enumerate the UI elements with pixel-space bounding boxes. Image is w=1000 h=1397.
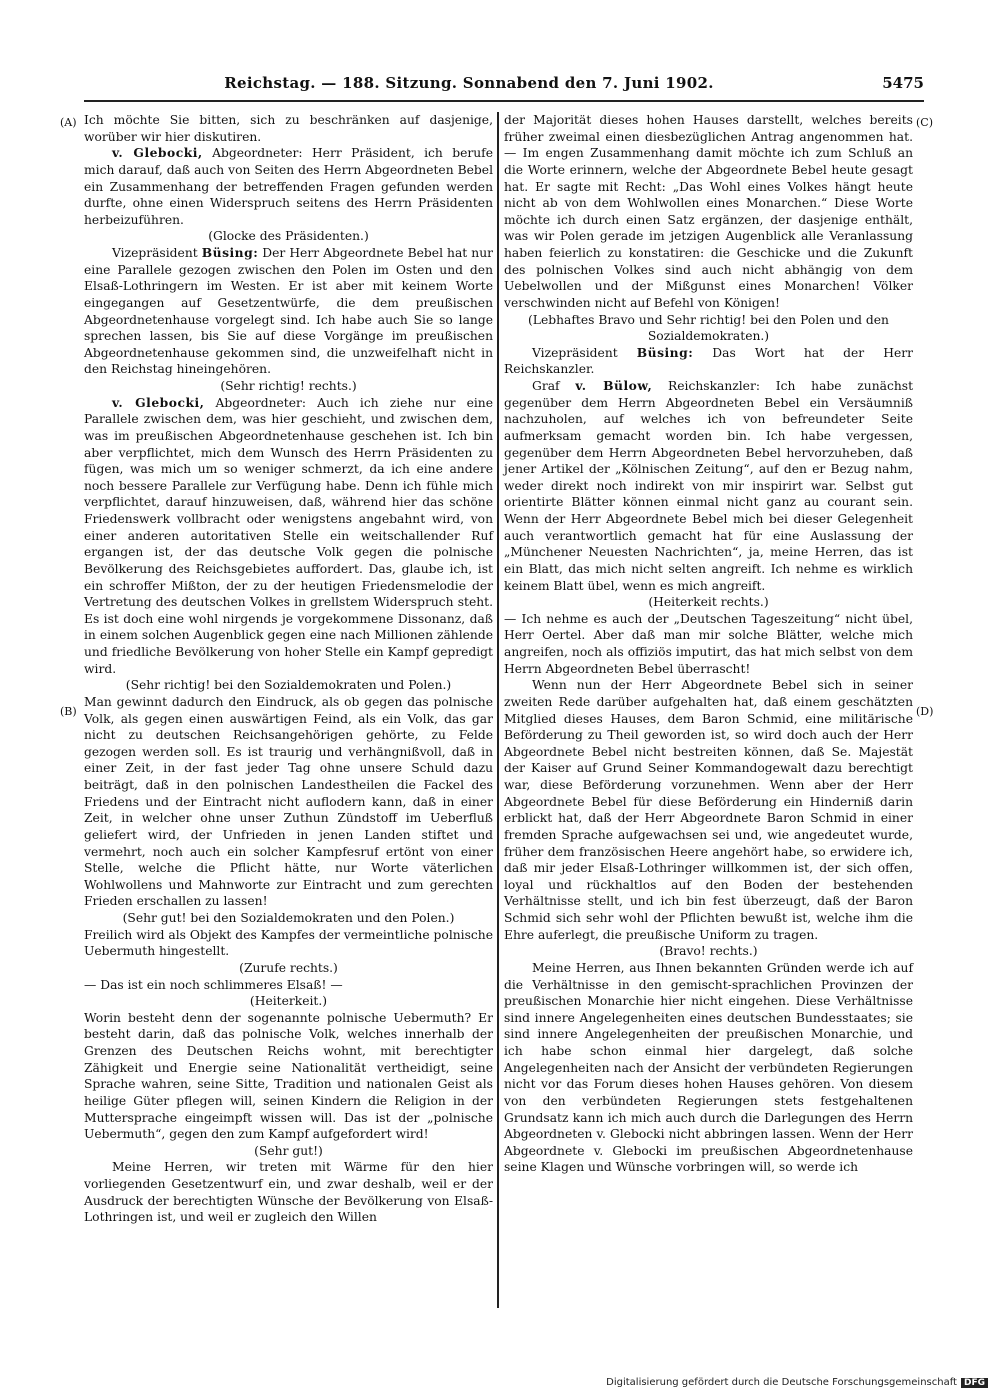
speech-paragraph: Graf v. Bülow, Reichskanzler: Ich habe zunächst gegenüber dem Herrn Abgeordneten Bebel ein Versäumniß nachzuholen, auf welches ich von befreundeter Seite aufmerksam gemacht worden bin. Ich habe vergessen, gegenüber dem Herrn Abgeordneten Bebel hervorzuheben, daß jener Artikel der „Kölnischen Zeitung“, auf den er Bezug nahm, weder direkt noch indirekt von mir inspirirt war. Selbst gut orientirte Blätter können einmal nicht ganz au courant sein. Wenn der Herr Abgeordnete Bebel mich bei dieser Gelegenheit auch verantwortlich gemacht hat für eine Auslassung der „Münchener Neuesten Nachrichten“, ja, meine Herren, das ist ein Blatt, das mich nicht selten angreift. Ich nehme es wirklich keinem Blatt übel, wenn es mich angreift. xyxy=(504,378,914,593)
speech-paragraph: v. Glebocki, Abgeordneter: Auch ich ziehe nur eine Parallele zwischen dem, was hier geschieht, und zwischen dem, was im preußischen Abgeordnetenhause geschehen ist. Ich bin aber verpflichtet, mich dem Wunsch des Herrn Präsidenten zu fügen, was mich um so weniger schmerzt, da ich eine andere noch bessere Parallele zur Verfügung habe. Denn ich fühle mich verpflichtet, darauf hinzuweisen, daß, während hier das schöne Friedenswerk vollbracht oder wenigstens angebahnt wird, von einer anderen autoritativen Stelle ein weitschallender Ruf ergangen ist, der das deutsche Volk gegen die polnische Bevölkerung des Reichsgebietes auffordert. Das, glaube ich, ist ein schroffer Mißton, der zu der heutigen Friedensmelodie der Vertretung des deutschen Volkes in grellstem Widerspruch steht. Es ist doch eine wohl nirgends je vorgekommene Dissonanz, daß in einem solchen Augenblick gegen eine nach Millionen zählende und friedliche Bevölkerung von hoher Stelle ein Kampf gepredigt wird. xyxy=(84,394,493,676)
speaker-name: Büsing: xyxy=(636,344,694,360)
paragraph: Meine Herren, wir treten mit Wärme für den hier vorliegenden Gesetzentwurf ein, und zwar deshalb, weil er der Ausdruck der berechtigten Wünsche der Bevölkerung von Elsaß-Lothringen ist, und weil er zugleich den Willen xyxy=(84,1160,493,1225)
speaker-name: v. Glebocki, xyxy=(112,394,205,410)
interjection: (Sehr gut! bei den Sozialdemokraten und den Polen.) xyxy=(122,911,455,925)
margin-marker-d: (D) xyxy=(916,705,934,718)
digitization-credit xyxy=(606,1377,988,1388)
interjection: (Glocke des Präsidenten.) xyxy=(208,229,369,244)
page-number: 5475 xyxy=(882,74,924,92)
paragraph: — Das ist ein noch schlimmeres Elsaß! — xyxy=(84,977,343,992)
interjection: (Sehr gut!) xyxy=(254,1143,323,1158)
paragraph: Worin besteht denn der sogenannte polnische Uebermuth? Er besteht darin, daß das polnische Volk, welches innerhalb der Grenzen des Deutschen Reichs wohnt, mit berechtigter Zähigkeit und Energie seine Nationalität vertheidigt, seine Sprache wahren, seine Sitte, Tradition und nationalen Geist als heilige Güter pflegen will, seinen Kindern die Religion in der Muttersprache eingeimpft wissen will. Das ist der „polnische Uebermuth“, gegen den zum Kampf aufgefordert wird! xyxy=(84,1010,493,1142)
interjection: (Sehr richtig! rechts.) xyxy=(220,379,357,393)
right-column xyxy=(504,112,913,1176)
interjection: (Zurufe rechts.) xyxy=(239,960,338,975)
interjection: (Bravo! rechts.) xyxy=(659,944,758,959)
speaker-name: v. Bülow, xyxy=(575,378,653,393)
interjection: (Heiterkeit.) xyxy=(249,994,328,1009)
paragraph: Freilich wird als Objekt des Kampfes der vermeintliche polnische Uebermuth hingestellt. xyxy=(84,927,493,959)
margin-marker-a: (A) xyxy=(60,116,77,129)
paragraph: Meine Herren, aus Ihnen bekannten Gründen werde ich auf die Verhältnisse in den gemischt-sprachlichen Provinzen der preußischen Monarchie hier nicht eingehen. Diese Verhältnisse sind innere Angelegenheiten eines deutschen Bundesstaates; sie sind innere Angelegenheiten der preußischen Monarchie, und ich habe schon einmal hier dargelegt, daß solche Angelegenheiten nach der Ansicht der verbündeten Regierungen nicht vor das Forum dieses hohen Hauses gehören. Von diesem von den verbündeten Regierungen stets festgehaltenen Grundsatz kann ich mich auch durch die Darlegungen des Herrn Abgeordneten v. Glebocki nicht abbringen lassen. Wenn der Herr Abgeordnete v. Glebocki im preußischen Abgeordnetenhause seine Klagen und Wünsche vorbringen will, so werde ich xyxy=(504,960,913,1175)
interjection: (Sehr richtig! bei den Sozialdemokraten und Polen.) xyxy=(125,678,452,693)
paragraph: der Majorität dieses hohen Hauses darstellt, welches bereits früher zweimal einen diesbezüglichen Antrag angenommen hat. — Im engen Zusammenhang damit möchte ich zum Schluß an die Worte erinnern, welche der Abgeordnete Bebel heute gesagt hat. Er sagte mit Recht: „Das Wohl eines Volkes hängt heute nicht ab von dem Wohlwollen eines Monarchen.“ Diese Worte möchte ich durch einen Satz ergänzen, der dasjenige enthält, was wir Polen gerade im jetzigen Augenblick alle Veranlassung haben feierlich zu konstatiren: die Geschicke und die Zukunft des polnischen Volkes sind auch nicht abhängig von dem Uebelwollen und der Mißgunst eines Monarchen! Völker verschwinden nicht auf Befehl von Königen! xyxy=(504,113,913,310)
paragraph: Wenn nun der Herr Abgeordnete Bebel sich in seiner zweiten Rede darüber aufgehalten hat, daß einem geschätzten Mitglied dieses Hauses, dem Baron Schmid, eine militärische Beförderung zu Theil geworden ist, so wird doch auch der Herr Abgeordnete Bebel nicht bestreiten können, daß Se. Majestät der Kaiser auf Grund Seiner Kommandogewalt dazu berechtigt war, diese Beförderung vorzunehmen. Wenn aber der Herr Abgeordnete Bebel für diese Beförderung ein Hinderniß darin erblickt hat, daß der Herr Abgeordnete Baron Schmid in einer fremden Sprache aufgewachsen sei und, wie angedeutet wurde, früher dem französischen Heere angehört habe, so erwidere ich, daß mir jeder Elsaß-Lothringer willkommen ist, der sich offen, loyal und rückhaltlos auf den Boden der bestehenden Verhältnisse stellt, und ich bin fest überzeugt, daß der Baron Schmid sich sehr wohl der Pflichten bewußt ist, welche ihm die Ehre auferlegt, die preußische Uniform zu tragen. xyxy=(504,678,913,942)
speaker-name: v. Glebocki, xyxy=(112,145,203,161)
speech-paragraph: v. Glebocki, Abgeordneter: Herr Präsident, ich berufe mich darauf, daß auch von Seiten des Herrn Abgeordneten Bebel ein Zusammenhang der betreffenden Fragen gefunden werden durfte, ohne einen Widerspruch seitens des Herrn Präsidenten herbeizuführen. xyxy=(84,145,493,227)
left-column xyxy=(84,112,493,1226)
speaker-name: Büsing: xyxy=(201,245,259,260)
speech-paragraph: Vizepräsident Büsing: Das Wort hat der Herr Reichskanzler. xyxy=(504,344,913,377)
paragraph: Man gewinnt dadurch den Eindruck, als ob gegen das polnische Volk, als gegen einen auswärtigen Feind, als ein Volk, das gar nicht zu deutschen Reichsangehörigen gehörte, zu Felde gezogen werden soll. Es ist traurig und verhängnißvoll, daß in einer Zeit, in der fast jeder Tag ohne unsere Schuld dazu beiträgt, daß in den polnischen Landestheilen die Fackel des Friedens und der Eintracht nicht auflodern kann, daß in einer Zeit, in welcher ohne unser Zuthun Zündstoff im Ueberfluß geliefert wird, der Unfrieden in jenen Landen stiftet und vermehrt, noch auch ein solcher Kampfesruf ertönt von einer Stelle, welche die Pflicht hätte, nur Worte väterlichen Wohlwollens und Mahnworte zur Eintracht und zum gerechten Frieden erschallen zu lassen! xyxy=(84,694,493,909)
page-header xyxy=(84,74,924,102)
credit-text: Digitalisierung gefördert durch die Deutsche Forschungsgemeinschaft xyxy=(606,1377,957,1388)
speech-paragraph: Vizepräsident Büsing: Der Herr Abgeordnete Bebel hat nur eine Parallele gezogen zwischen den Polen im Osten und den Elsaß-Lothringern im Westen. Er ist aber mit keinem Worte eingegangen auf Gesetzentwürfe, die dem preußischen Abgeordnetenhause vorgelegt sind. Ich habe auch Sie so lange sprechen lassen, bis Sie auf diese Vorgänge im preußischen Abgeordnetenhause gekommen sind, die unzweifelhaft nicht in den Reichstag hineingehören. xyxy=(84,245,493,377)
running-title: Reichstag. — 188. Sitzung. Sonnabend den 7. Juni 1902. xyxy=(224,74,714,92)
dfg-logo: DFG xyxy=(961,1378,988,1388)
paragraph: Ich möchte Sie bitten, sich zu beschränken auf dasjenige, worüber wir hier diskutiren. xyxy=(84,113,493,144)
margin-marker-b: (B) xyxy=(60,705,77,718)
interjection: (Heiterkeit rechts.) xyxy=(648,595,769,610)
paragraph: — Ich nehme es auch der „Deutschen Tageszeitung“ nicht übel, Herr Oertel. Aber daß man mir solche Blätter, welche mich angreifen, noch als offiziös imputirt, das hat mich selbst von dem Herrn Abgeordneten Bebel überrascht! xyxy=(504,611,913,676)
margin-marker-c: (C) xyxy=(916,116,933,129)
column-divider xyxy=(497,112,499,1308)
interjection: (Lebhaftes Bravo und Sehr richtig! bei den Polen und den Sozialdemokraten.) xyxy=(528,312,889,344)
